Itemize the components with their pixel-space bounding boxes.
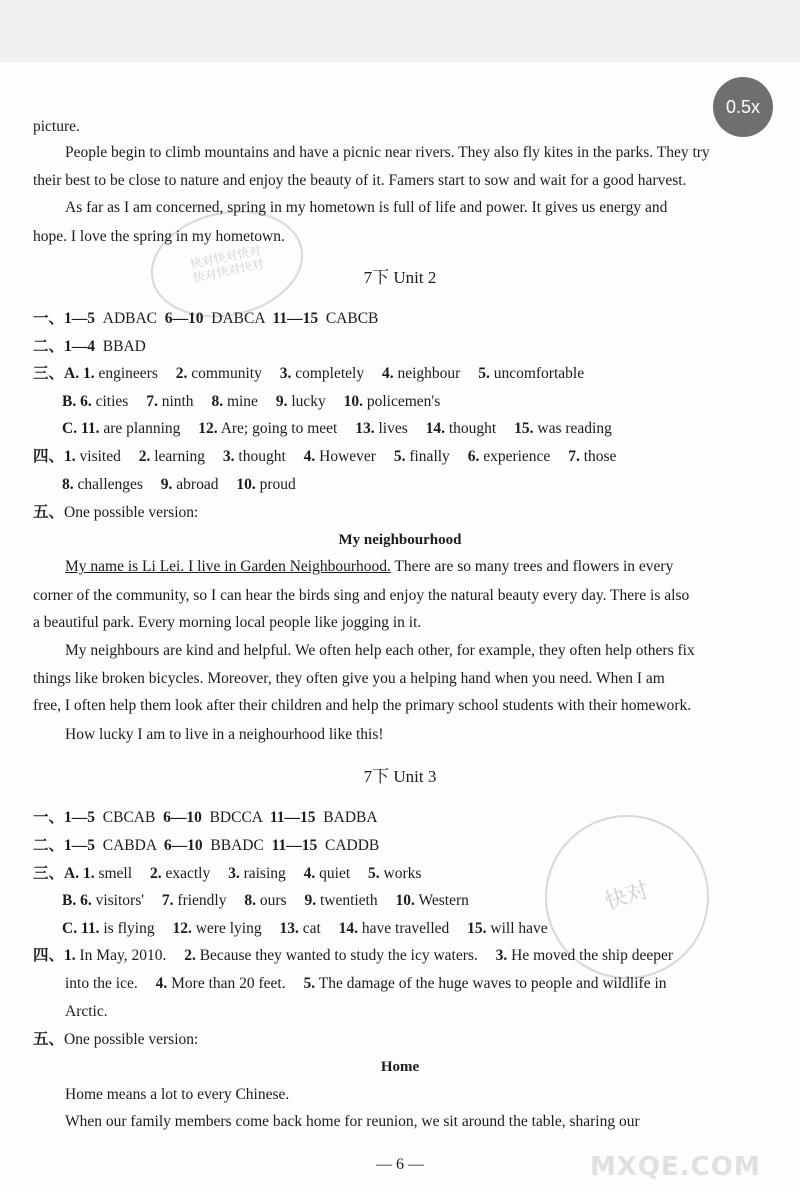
answer: completely: [295, 365, 365, 382]
section-label: 一、: [33, 310, 65, 327]
item-number: 4.: [303, 865, 316, 882]
part-label: A.: [64, 865, 80, 882]
item-number: 3.: [279, 365, 292, 382]
unit-heading: 7下 Unit 3: [363, 767, 437, 786]
text-line: My neighbours are kind and helpful. We often help each other, for example, they often help others fix: [65, 642, 695, 659]
answer: ADBAC: [102, 310, 158, 327]
answer: proud: [259, 476, 296, 493]
section-label: 五、: [33, 1031, 65, 1048]
answer-row: [33, 447, 616, 467]
item-number: 10.: [236, 476, 256, 493]
item-number: 15.: [467, 920, 487, 937]
answer: raising: [243, 865, 286, 882]
answer: Western: [418, 892, 469, 909]
answer-row: [33, 864, 421, 884]
item-number: 11.: [80, 920, 100, 937]
range-label: 11—15: [271, 837, 318, 854]
answer: neighbour: [397, 365, 461, 382]
part-label: C.: [62, 920, 78, 937]
text-line: Arctic.: [65, 1003, 108, 1020]
text-line: [65, 557, 673, 577]
item-number: 2.: [184, 947, 196, 964]
page-number: — 6 —: [376, 1156, 424, 1173]
answer: challenges: [77, 476, 143, 493]
part-label: B.: [62, 892, 77, 909]
item-number: 1.: [82, 365, 95, 382]
stamp-watermark-large: [524, 794, 731, 1001]
answer-row: [62, 392, 440, 412]
answer: smell: [98, 865, 133, 882]
section-label: 四、: [33, 448, 65, 465]
item-number: 5.: [393, 448, 406, 465]
answer: have travelled: [361, 920, 450, 937]
answer-row: [62, 475, 296, 495]
section-label: 四、: [33, 947, 65, 964]
answer: cat: [302, 920, 321, 937]
item-number: 10.: [343, 393, 363, 410]
answer: finally: [409, 448, 450, 465]
range-label: 6—10: [163, 809, 202, 826]
answer: In May, 2010.: [79, 947, 167, 964]
item-number: 8.: [62, 476, 74, 493]
answer: ours: [259, 892, 287, 909]
answer-row: [33, 808, 378, 828]
answer: He moved the ship deeper: [511, 947, 673, 964]
item-number: 11.: [80, 420, 100, 437]
range-label: 1—5: [64, 837, 96, 854]
item-number: 9.: [275, 393, 288, 410]
text-line: free, I often help them look after their children and help the primary school students with their homework.: [33, 697, 692, 714]
item-number: 12.: [172, 920, 192, 937]
item-number: 8.: [244, 892, 256, 909]
range-label: 1—5: [64, 809, 96, 826]
answer: were lying: [195, 920, 262, 937]
text-span: There are so many trees and flowers in every: [390, 558, 674, 575]
item-number: 2.: [149, 865, 162, 882]
text-line: things like broken bicycles. Moreover, they often give you a helping hand when you need. When I am: [33, 670, 665, 687]
part-label: C.: [62, 420, 78, 437]
answer-row: [33, 364, 584, 384]
answer: was reading: [537, 420, 612, 437]
answer: BDCCA: [209, 809, 263, 826]
answer: Are; going to meet: [220, 420, 338, 437]
section-label: 二、: [33, 837, 65, 854]
item-number: 3.: [495, 947, 508, 964]
stamp-large-text: 快对: [602, 877, 652, 916]
answer-row: [33, 946, 673, 966]
answer: community: [191, 365, 262, 382]
item-number: 6.: [80, 393, 92, 410]
item-number: 7.: [161, 892, 174, 909]
answer: DABCA: [211, 310, 265, 327]
answer: thought: [448, 420, 497, 437]
section-intro: One possible version:: [64, 1031, 199, 1048]
section-label: 二、: [33, 338, 65, 355]
item-number: 4.: [155, 975, 168, 992]
text-line: How lucky I am to live in a neighourhood like this!: [65, 726, 384, 743]
stamp-small-text: 快对快对快对 快对快对快对: [188, 242, 266, 286]
text-line: picture.: [33, 118, 80, 135]
answer: CABCB: [325, 310, 379, 327]
item-number: 13.: [355, 420, 375, 437]
item-number: 5.: [478, 365, 490, 382]
answer: cities: [95, 393, 129, 410]
range-label: 1—4: [64, 338, 96, 355]
answer-row: [33, 1030, 198, 1050]
range-label: 11—15: [272, 310, 319, 327]
range-label: 1—5: [64, 310, 96, 327]
item-number: 9.: [160, 476, 173, 493]
item-number: 7.: [146, 393, 158, 410]
item-number: 12.: [198, 420, 218, 437]
answer: BBAD: [102, 338, 146, 355]
range-label: 6—10: [164, 310, 204, 327]
answer: are planning: [103, 420, 181, 437]
answer: engineers: [98, 365, 158, 382]
item-number: 1.: [64, 448, 76, 465]
item-number: 2.: [138, 448, 151, 465]
answer: policemen's: [366, 393, 441, 410]
answer-row: [33, 337, 146, 357]
text-line: their best to be close to nature and enjoy the beauty of it. Famers start to sow and wait for a good harvest.: [33, 172, 687, 189]
answer: lucky: [291, 393, 326, 410]
item-number: 8.: [211, 393, 224, 410]
answer: will have: [490, 920, 548, 937]
range-label: 11—15: [269, 809, 316, 826]
answer: exactly: [165, 865, 211, 882]
part-label: B.: [62, 393, 77, 410]
item-number: 1.: [64, 947, 76, 964]
text-line: hope. I love the spring in my hometown.: [33, 228, 285, 245]
item-number: 4.: [303, 448, 316, 465]
underlined-text: My name is Li Lei. I live in Garden Neighbourhood.: [65, 558, 391, 575]
item-number: 13.: [279, 920, 299, 937]
item-number: 9.: [304, 892, 317, 909]
answer: lives: [378, 420, 408, 437]
answer: is flying: [103, 920, 155, 937]
section-intro: One possible version:: [64, 504, 199, 521]
viewer-top-bar: [0, 0, 800, 62]
range-label: 6—10: [163, 837, 203, 854]
answer: friendly: [177, 892, 227, 909]
part-label: A.: [64, 365, 80, 382]
answer-row: [62, 891, 469, 911]
answer-row: [33, 309, 378, 329]
item-number: 5.: [368, 865, 380, 882]
answer: ninth: [161, 393, 194, 410]
answer-row: [62, 919, 548, 939]
section-label: 三、: [33, 365, 65, 382]
answer: visitors': [95, 892, 145, 909]
answer-row: [65, 974, 667, 994]
item-number: 15.: [514, 420, 534, 437]
answer: Because they wanted to study the icy waters.: [199, 947, 478, 964]
answer: CABDA: [102, 837, 157, 854]
section-label: 一、: [33, 809, 65, 826]
answer-row: [33, 836, 379, 856]
answer: works: [383, 865, 422, 882]
item-number: 1.: [82, 865, 95, 882]
answer: BBADC: [210, 837, 264, 854]
answer: into the ice.: [65, 975, 138, 992]
item-number: 3.: [222, 448, 235, 465]
item-number: 2.: [175, 365, 188, 382]
answer: those: [583, 448, 617, 465]
item-number: 6.: [80, 892, 92, 909]
essay-title: My neighbourhood: [338, 532, 462, 548]
item-number: 6.: [467, 448, 480, 465]
section-label: 五、: [33, 504, 65, 521]
site-watermark: MXQE.COM: [590, 1152, 761, 1182]
unit-heading: 7下 Unit 2: [363, 268, 437, 287]
answer-row: [62, 419, 612, 439]
answer-row: [33, 503, 198, 523]
text-line: As far as I am concerned, spring in my hometown is full of life and power. It gives us energy and: [65, 199, 668, 216]
item-number: 3.: [228, 865, 240, 882]
answer: experience: [483, 448, 551, 465]
text-line: corner of the community, so I can hear the birds sing and enjoy the natural beauty every day. There is also: [33, 587, 690, 604]
answer: CBCAB: [102, 809, 156, 826]
answer: thought: [238, 448, 286, 465]
answer: The damage of the huge waves to people and wildlife in: [318, 975, 667, 992]
answer: learning: [154, 448, 206, 465]
answer: CADDB: [324, 837, 380, 854]
zoom-level-button[interactable]: 0.5x: [713, 77, 773, 137]
item-number: 4.: [381, 365, 394, 382]
section-label: 三、: [33, 865, 65, 882]
item-number: 10.: [395, 892, 415, 909]
answer: mine: [226, 393, 258, 410]
item-number: 14.: [338, 920, 359, 937]
answer: twentieth: [319, 892, 378, 909]
answer: BADBA: [323, 809, 378, 826]
answer: uncomfortable: [493, 365, 585, 382]
text-line: People begin to climb mountains and have a picnic near rivers. They also fly kites in the parks. They try: [65, 144, 710, 161]
answer: visited: [79, 448, 121, 465]
answer: abroad: [176, 476, 219, 493]
essay-title: Home: [380, 1059, 420, 1075]
answer: However: [319, 448, 376, 465]
text-line: a beautiful park. Every morning local people like jogging in it.: [33, 614, 422, 631]
answer: quiet: [319, 865, 351, 882]
item-number: 14.: [425, 420, 445, 437]
text-line: Home means a lot to every Chinese.: [65, 1086, 290, 1103]
text-line: When our family members come back home for reunion, we sit around the table, sharing our: [65, 1113, 640, 1130]
item-number: 5.: [303, 975, 316, 992]
item-number: 7.: [568, 448, 580, 465]
answer: More than 20 feet.: [171, 975, 286, 992]
